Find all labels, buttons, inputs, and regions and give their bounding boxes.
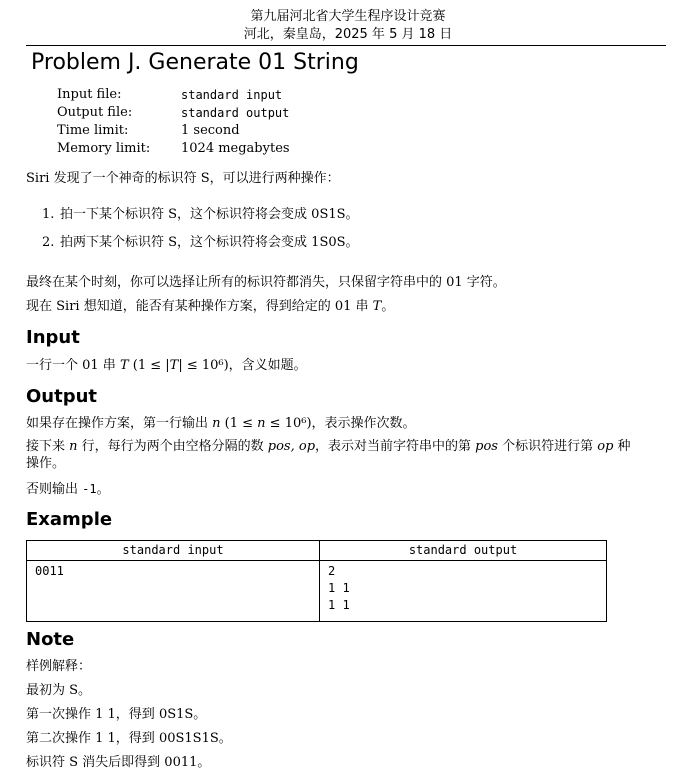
text-run: 。 [96,482,110,497]
problem-title: Problem J. Generate 01 String [31,50,359,75]
list-number: 1. [42,207,55,222]
text-run: ≤ 10⁶)，表示操作次数。 [265,416,416,431]
math-var: T [169,358,179,373]
page-header [0,8,696,44]
input-heading: Input [26,327,80,348]
table-header-row [27,541,607,561]
math-var: pos [475,439,498,454]
text-run: | ≤ 10⁶)，含义如题。 [178,358,307,373]
text-run: 种 [613,439,631,454]
list-text: 拍一下某个标识符 S，这个标识符将会变成 0S1S。 [60,207,359,222]
statement-paragraph: 最终在某个时刻，你可以选择让所有的标识符都消失，只保留字符串中的 01 字符。 [26,275,506,290]
table-row [27,561,607,622]
text-run: 。 [381,299,395,314]
math-var: n [212,416,221,431]
inline-code: -1 [82,482,97,496]
math-var: pos, op [267,439,316,454]
meta-key: Time limit: [57,123,129,138]
note-line: 第二次操作 1 1，得到 00S1S1S。 [26,731,232,746]
example-heading: Example [26,509,113,530]
text-run: 接下来 [26,439,70,454]
note-line: 最初为 S。 [26,683,92,698]
meta-key: Output file: [57,105,133,120]
meta-value: 1 second [181,123,240,138]
text-run: 一行一个 01 串 [26,358,120,373]
note-line: 第一次操作 1 1，得到 0S1S。 [26,707,207,722]
output-description [26,414,671,434]
output-description [26,438,671,472]
text-run: 个标识符进行第 [497,439,598,454]
math-var: n [257,416,266,431]
header-divider [26,45,666,46]
sample-output-cell[interactable] [320,561,607,622]
contest-name: 第九届河北省大学生程序设计竞赛 [250,9,446,24]
output-file-row [57,104,290,122]
note-heading: Note [26,629,75,650]
sample-input-line: 0011 [35,564,64,578]
output-heading: Output [26,386,98,407]
statement-intro: Siri 发现了一个神奇的标识符 S，可以进行两种操作： [26,171,340,186]
input-description [26,356,671,376]
note-line: 标识符 S 消失后即得到 0011。 [26,755,211,770]
text-run: 现在 Siri 想知道，能否有某种操作方案，得到给定的 01 串 [26,299,373,314]
meta-value: standard output [181,106,290,120]
input-file-row [57,86,290,104]
sample-output-line: 1 1 [328,598,350,612]
math-var: T [372,299,382,314]
text-run: (1 ≤ [220,416,258,431]
list-item [42,204,359,226]
statement-paragraph [26,297,671,317]
memory-limit-row [57,140,290,158]
sample-input-cell[interactable] [27,561,320,622]
operations-list [42,204,359,254]
meta-key: Memory limit: [57,141,151,156]
text-run: 操作。 [26,456,66,471]
list-item [42,232,359,254]
column-header-input: standard input [27,541,320,561]
column-header-output: standard output [320,541,607,561]
problem-limits [57,86,290,158]
time-limit-row [57,122,290,140]
list-text: 拍两下某个标识符 S，这个标识符将会变成 1S0S。 [60,235,359,250]
meta-key: Input file: [57,87,122,102]
text-run: 否则输出 [26,482,83,497]
note-line: 样例解释： [26,659,92,674]
math-var: T [119,358,129,373]
text-run: 如果存在操作方案，第一行输出 [26,416,213,431]
list-number: 2. [42,235,55,250]
meta-value: standard input [181,88,283,102]
output-description [26,479,671,500]
sample-output-line: 1 1 [328,581,350,595]
math-var: n [69,439,78,454]
text-run: ，表示对当前字符串中的第 [315,439,476,454]
example-table [26,540,607,622]
contest-location-date: 河北，秦皇岛，2025 年 5 月 18 日 [243,27,453,42]
sample-output-line: 2 [328,564,336,578]
text-run: 行，每行为两个由空格分隔的数 [77,439,268,454]
meta-value: 1024 megabytes [181,141,290,156]
text-run: (1 ≤ | [128,358,170,373]
math-var: op [597,439,614,454]
